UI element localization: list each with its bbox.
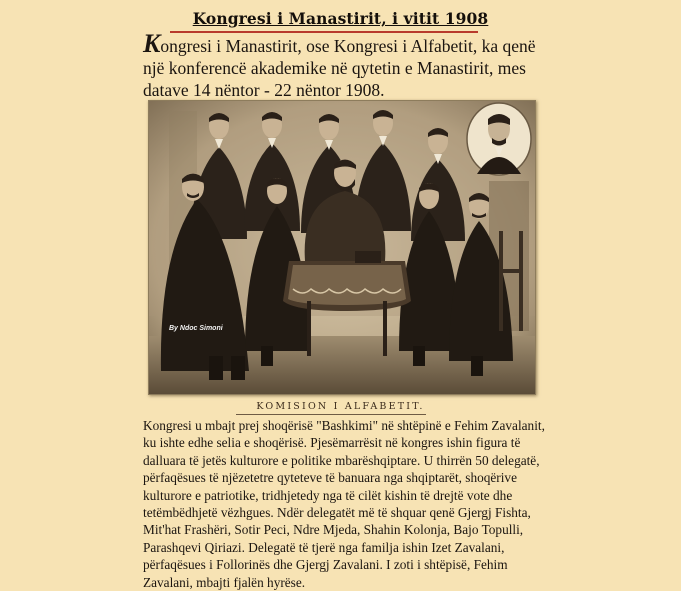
intro-text: ongresi i Manastirit, ose Kongresi i Alfabetit, ka qenë një konferencë akademike në qytetin e Manastirit, mes datave 14 nëntor - 22 nëntor 1908.: [143, 36, 536, 100]
photo-caption: KOMISION I ALFABETIT.: [256, 401, 425, 412]
body-paragraph: Kongresi u mbajt prej shoqërisë "Bashkimi" në shtëpinë e Fehim Zavalanit, ku ishte edhe selia e shoqërisë. Pjesëmarrësit në kongres ishin figura të dalluara të jetës kulturore e politike mbarëshqiptare. U thirrën 50 delegatë, përfaqësues të njëzetetre qyteteve të banuara nga shqiptarët, shoqërive kulturore e patriotike, tridhjetedy nga të cilët kishin të drejtë vote dhe tetëmbëdhjetë vëzhgues. Ndër delegatët më të shquar qenë Gjergj Fishta, Mit'hat Frashëri, Sotir Peci, Ndre Mjeda, Shahin Kolonja, Bajo Topulli, Parashqevi Qiriazi. Delegatë të tjerë nga familja ishin Izet Zavalani, përfaqësues i Follorinës dhe Gjergj Zavalani. I zoti i shtëpisë, Fehim Zavalani, mbajti fjalën hyrëse.: [143, 418, 545, 590]
caption-underline: [236, 414, 426, 415]
intro-dropcap: K: [143, 29, 161, 58]
photo-credit: By Ndoc Simoni: [169, 325, 223, 332]
page-title: Kongresi i Manastirit, i vitit 1908: [192, 9, 489, 28]
intro-paragraph: [143, 29, 543, 101]
group-photo: [148, 100, 536, 395]
group-photo-illustration: [149, 101, 535, 394]
title-underline: [170, 31, 478, 33]
